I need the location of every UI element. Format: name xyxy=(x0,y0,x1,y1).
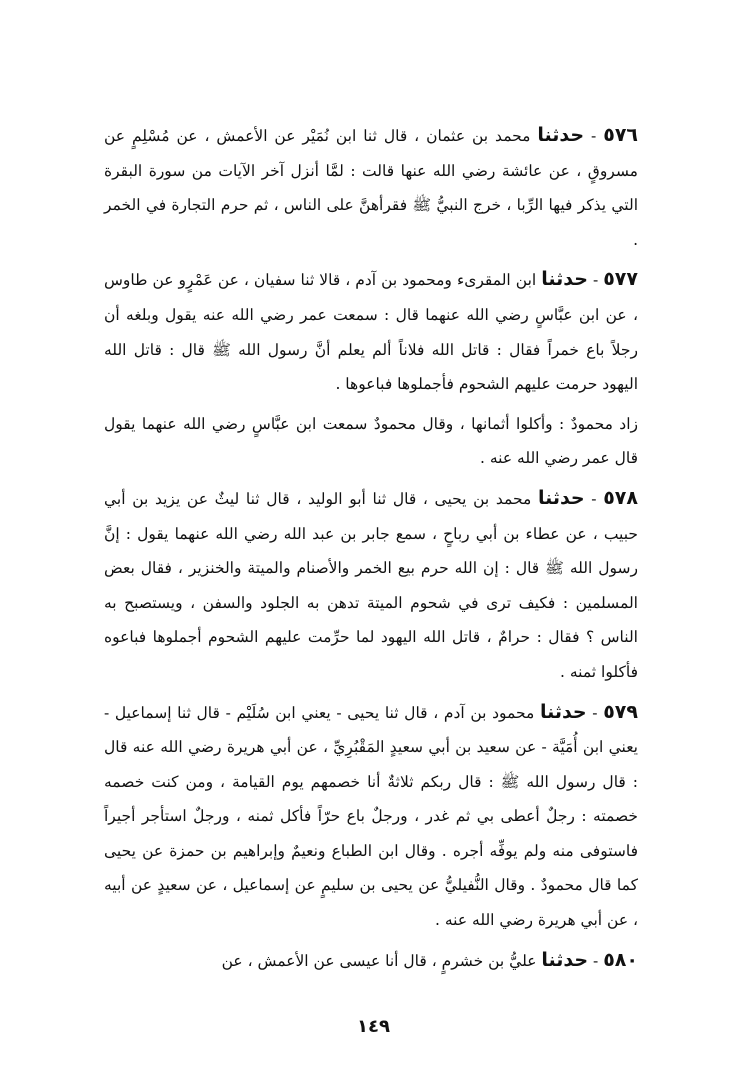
hadith-keyword: حدثنا xyxy=(537,486,585,509)
hadith-number: ٥٨٠ xyxy=(603,948,638,971)
hadith-576: ٥٧٦ - حدثنا محمد بن عثمان ، قال ثنا ابن نُمَيْر عن الأعمش ، عن مُسْلِمٍ عن مسروقٍ ، عن عائشة رضي الله عنها قالت : لمَّا أنزل آخر الآيات من سورة البقرة التي يذكر فيها الرِّبا ، خرج النبيُّ ﷺ فقرأهنَّ على الناس ، ثم حرم التجارة في الخمر . xyxy=(104,124,639,249)
hadith-text: زاد محمودٌ : وأكلوا أثمانها ، وقال محمودٌ سمعت ابن عبَّاسٍ رضي الله عنهما يقول قال عمر رضي الله عنه . xyxy=(104,414,638,468)
hadith-577-addition xyxy=(104,407,638,476)
hadith-text: عليُّ بن خشرمٍ ، قال أنا عيسى عن الأعمش ، عن xyxy=(221,951,537,970)
hadith-578: ٥٧٨ - حدثنا محمد بن يحيى ، قال ثنا أبو الوليد ، قال ثنا ليثٌ عن يزيد بن أبي حبيب ، عن عطاء بن أبي رباحٍ ، سمع جابر بن عبد الله رضي الله عنهما يقول : إنَّ رسول الله ﷺ قال : إن الله حرم بيع الخمر والأصنام والميتة والخنزير ، فقال بعض المسلمين : فكيف ترى في شحوم الميتة تدهن به الجلود والسفن ، ويستصبح به الناس ؟ فقال : حرامٌ ، قاتل الله اليهود لما حرِّمت عليهم الشحوم أجملوها فباعوه فأكلوا ثمنه . xyxy=(104,486,638,681)
hadith-text: ابن المقرىء ومحمود بن آدم ، قالا ثنا سفيان ، عن عَمْرٍو عن طاوس ، عن ابن عبَّاسٍ رضي الله عنهما قال : سمعت عمر رضي الله عنه يقول وبلغه أن رجلاً باع خمراً فقال : قاتل الله فلاناً ألم يعلم أنَّ رسول الله ﷺ قال : قاتل الله اليهود حرمت عليهم الشحوم فأجملوها فباعوها . xyxy=(104,271,638,394)
hadith-keyword: حدثنا xyxy=(541,948,589,971)
hadith-number: ٥٧٦ xyxy=(603,124,639,146)
page-number: ١٤٩ xyxy=(357,1016,390,1037)
hadith-number: ٥٧٨ xyxy=(603,486,638,509)
hadith-577: ٥٧٧ - حدثنا ابن المقرىء ومحمود بن آدم ، قالا ثنا سفيان ، عن عَمْرٍو عن طاوس ، عن ابن عبَّاسٍ رضي الله عنهما قال : سمعت عمر رضي الله عنه يقول وبلغه أن رجلاً باع خمراً فقال : قاتل الله فلاناً ألم يعلم أنَّ رسول الله ﷺ قال : قاتل الله اليهود حرمت عليهم الشحوم فأجملوها فباعوها . xyxy=(104,268,638,394)
hadith-number: ٥٧٩ xyxy=(603,700,638,723)
hadith-text: محمد بن عثمان ، قال ثنا ابن نُمَيْر عن الأعمش ، عن مُسْلِمٍ عن مسروقٍ ، عن عائشة رضي الله عنها قالت : لمَّا أنزل آخر الآيات من سورة البقرة التي يذكر فيها الرِّبا ، خرج النبيُّ ﷺ فقرأهنَّ على الناس ، ثم حرم التجارة في الخمر . xyxy=(104,127,638,249)
hadith-text: محمد بن يحيى ، قال ثنا أبو الوليد ، قال ثنا ليثٌ عن يزيد بن أبي حبيب ، عن عطاء بن أبي رباحٍ ، سمع جابر بن عبد الله رضي الله عنهما يقول : إنَّ رسول الله ﷺ قال : إن الله حرم بيع الخمر والأصنام والميتة والخنزير ، فقال بعض المسلمين : فكيف ترى في شحوم الميتة تدهن به الجلود والسفن ، ويستصبح به الناس ؟ فقال : حرامٌ ، قاتل الله اليهود لما حرِّمت عليهم الشحوم أجملوها فباعوه فأكلوا ثمنه . xyxy=(104,489,638,681)
hadith-579: ٥٧٩ - حدثنا محمود بن آدم ، قال ثنا يحيى - يعني ابن سُلَيْم - قال ثنا إسماعيل - يعني ابن أُمَيَّة - عن سعيد بن أبي سعيدٍ المَقْبُرِيِّ ، عن أبي هريرة رضي الله عنه قال : قال رسول الله ﷺ : قال ربكم ثلاثةٌ أنا خصمهم يوم القيامة ، ومن كنت خصمه خصمته : رجلٌ أعطى بي ثم غدر ، ورجلٌ باع حرّاً فأكل ثمنه ، ورجلٌ استأجر أجيراً فاستوفى منه ولم يوفِّه أجره . وقال ابن الطباع ونعيمٌ وإبراهيم بن حمزة عن يحيى كما قال محمودٌ . وقال النُّفيليُّ عن يحيى بن سليمٍ عن إسماعيل ، عن سعيدٍ عن أبيه ، عن أبي هريرة رضي الله عنه . xyxy=(104,700,638,930)
hadith-text: محمود بن آدم ، قال ثنا يحيى - يعني ابن سُلَيْم - قال ثنا إسماعيل - يعني ابن أُمَيَّة - عن سعيد بن أبي سعيدٍ المَقْبُرِيِّ ، عن أبي هريرة رضي الله عنه قال : قال رسول الله ﷺ : قال ربكم ثلاثةٌ أنا خصمهم يوم القيامة ، ومن كنت خصمه خصمته : رجلٌ أعطى بي ثم غدر ، ورجلٌ باع حرّاً فأكل ثمنه ، ورجلٌ استأجر أجيراً فاستوفى منه ولم يوفِّه أجره . وقال ابن الطباع ونعيمٌ وإبراهيم بن حمزة عن يحيى كما قال محمودٌ . وقال النُّفيليُّ عن يحيى بن سليمٍ عن إسماعيل ، عن سعيدٍ عن أبيه ، عن أبي هريرة رضي الله عنه . xyxy=(104,703,638,930)
page-body xyxy=(104,118,638,978)
hadith-keyword: حدثنا xyxy=(539,700,587,723)
hadith-keyword: حدثنا xyxy=(537,124,585,146)
hadith-580: ٥٨٠ - حدثنا عليُّ بن خشرمٍ ، قال أنا عيسى عن الأعمش ، عن xyxy=(221,948,638,971)
hadith-keyword: حدثنا xyxy=(541,268,588,291)
hadith-number: ٥٧٧ xyxy=(603,268,638,291)
